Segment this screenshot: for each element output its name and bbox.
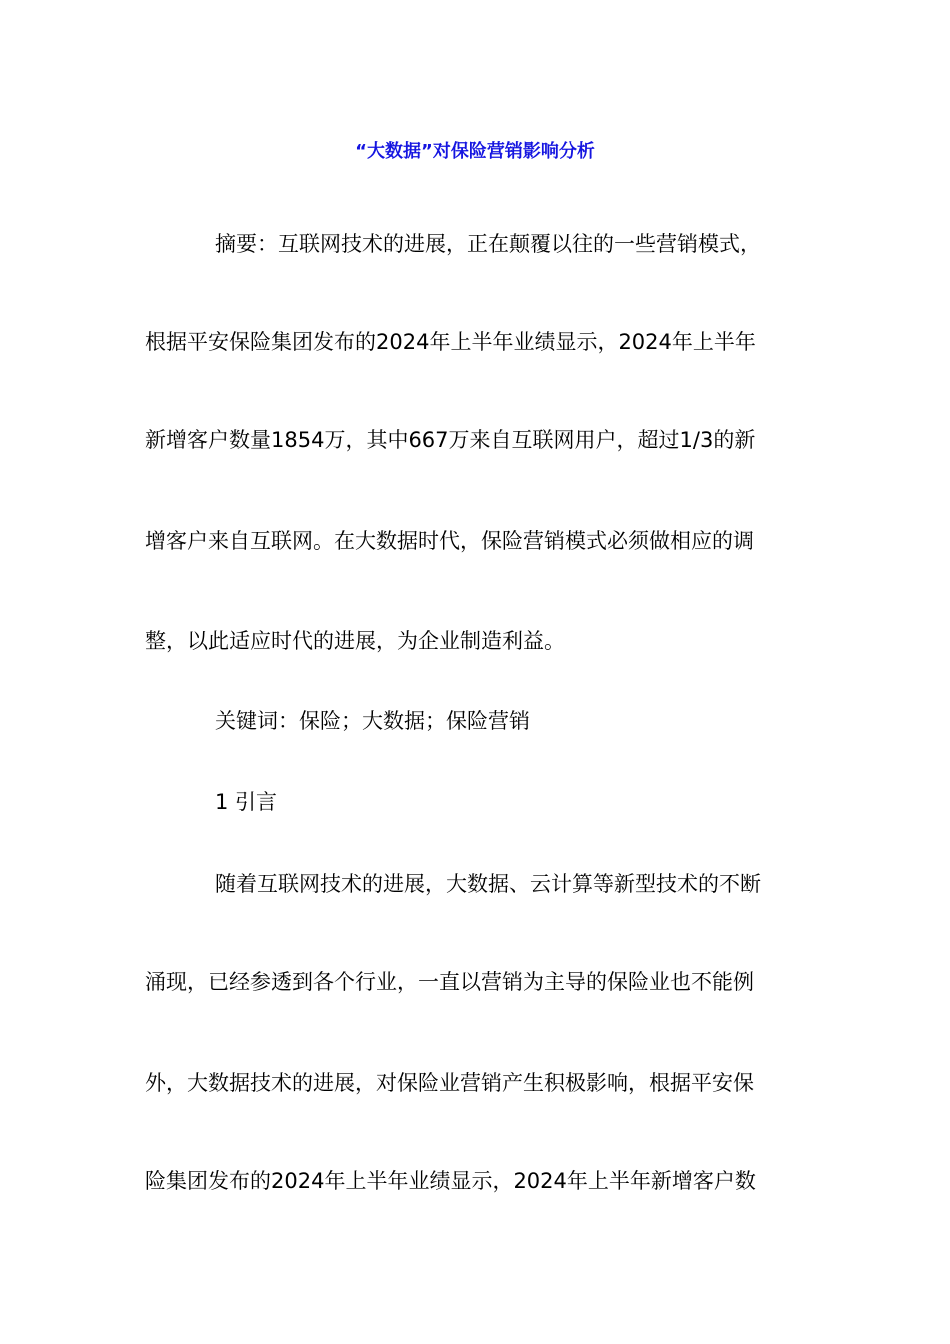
- document-title: “大数据”对保险营销影响分析: [355, 141, 595, 162]
- body-line-1: 随着互联网技术的进展，大数据、云计算等新型技术的不断: [215, 872, 761, 896]
- section-heading: 1 引言: [215, 790, 278, 814]
- abstract-line-4: 增客户来自互联网。在大数据时代，保险营销模式必须做相应的调: [145, 529, 754, 553]
- abstract-line-1: 摘要：互联网技术的进展，正在颠覆以往的一些营销模式，: [215, 232, 761, 256]
- body-line-4: 险集团发布的2024年上半年业绩显示，2024年上半年新增客户数: [145, 1169, 756, 1193]
- abstract-line-2: 根据平安保险集团发布的2024年上半年业绩显示，2024年上半年: [145, 330, 756, 354]
- body-line-3: 外，大数据技术的进展，对保险业营销产生积极影响，根据平安保: [145, 1071, 754, 1095]
- keywords-line: 关键词：保险；大数据；保险营销: [215, 709, 530, 733]
- abstract-line-3: 新增客户数量1854万，其中667万来自互联网用户，超过1/3的新: [145, 428, 756, 452]
- body-line-2: 涌现，已经参透到各个行业，一直以营销为主导的保险业也不能例: [145, 970, 754, 994]
- abstract-line-5: 整，以此适应时代的进展，为企业制造利益。: [145, 629, 565, 653]
